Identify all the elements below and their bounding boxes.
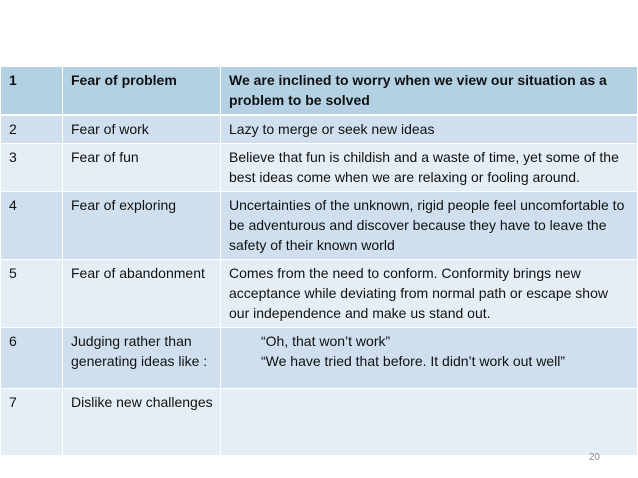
fear-description: Lazy to merge or seek new ideas [221,115,638,144]
fear-name: Fear of work [63,115,221,144]
page-number: 20 [588,452,600,463]
row-number: 7 [1,389,63,456]
fear-description: Comes from the need to conform. Conformity brings new acceptance while deviating from normal path or escape show our independence and make us stand out. [221,260,638,328]
row-number: 1 [1,67,63,115]
fear-description [221,328,638,389]
table-row [1,144,638,192]
table-row [1,115,638,144]
fear-description: Believe that fun is childish and a waste of time, yet some of the best ideas come when we are relaxing or fooling around. [221,144,638,192]
row-number: 2 [1,115,63,144]
quote-text: “Oh, that won’t work” [261,333,391,349]
row-number: 6 [1,328,63,389]
quote-text: “We have tried that before. It didn’t work out well” [261,353,565,369]
fear-name: Dislike new challenges [63,389,221,456]
table-row [1,67,638,115]
row-number: 5 [1,260,63,328]
fear-name: Fear of exploring [63,192,221,260]
table-row [1,389,638,456]
fear-description: Uncertainties of the unknown, rigid people feel uncomfortable to be adventurous and discover because they have to leave the safety of their known world [221,192,638,260]
table-row [1,260,638,328]
fear-description [221,389,638,456]
table-row [1,328,638,389]
fear-name: Fear of abandonment [63,260,221,328]
fear-name: Fear of problem [63,67,221,115]
row-number: 4 [1,192,63,260]
fear-name: Fear of fun [63,144,221,192]
table-row [1,192,638,260]
fear-name: Judging rather than generating ideas like : [63,328,221,389]
fears-table [0,67,638,456]
fear-description: We are inclined to worry when we view our situation as a problem to be solved [221,67,638,115]
row-number: 3 [1,144,63,192]
